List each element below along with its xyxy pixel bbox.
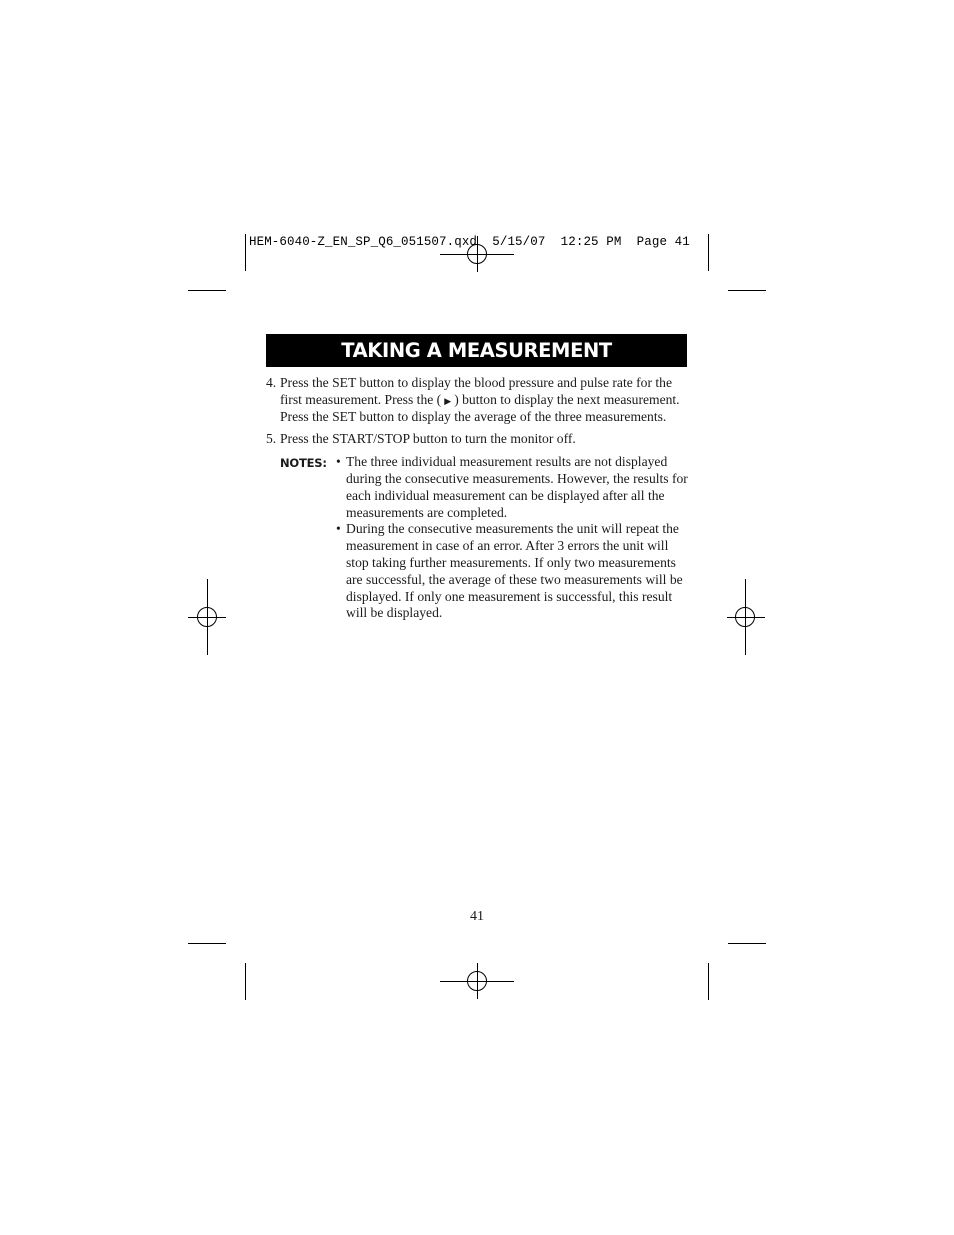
registration-circle-left-icon	[197, 607, 217, 627]
step-4	[266, 375, 688, 425]
crop-mark-top-right-horizontal	[728, 290, 766, 291]
notes-label: NOTES:	[280, 456, 327, 471]
crop-mark-bottom-left-horizontal	[188, 943, 226, 944]
registration-circle-bottom-icon	[467, 971, 487, 991]
right-arrow-button-icon: ▶	[444, 395, 452, 406]
registration-circle-right-icon	[735, 607, 755, 627]
instructions-body	[266, 375, 688, 622]
step-5	[266, 431, 688, 448]
crop-mark-bottom-right-vertical	[708, 963, 709, 1000]
note-item-1	[336, 454, 688, 521]
bullet-icon: •	[336, 521, 341, 537]
note-item-2-text: During the consecutive measurements the unit will repeat the measurement in case of an error. After 3 errors the unit will stop taking further measurements. If only two measurements are successful, the average of these two measurements will be displayed. If only one measurement is successful, this result will be displayed.	[346, 521, 683, 621]
print-slug-line: HEM-6040-Z_EN_SP_Q6_051507.qxd 5/15/07 12:25 PM Page 41	[249, 235, 690, 249]
step-4-text-part-2: ) button to display the next measurement. Press the SET button to display the average of the three measurements.	[280, 391, 680, 424]
notes-section	[266, 454, 688, 622]
note-item-1-text: The three individual measurement results are not displayed during the consecutive measurements. However, the results for each individual measurement can be displayed after all the measurements are completed.	[346, 454, 688, 520]
section-title-bar	[266, 334, 687, 367]
bullet-icon: •	[336, 454, 341, 470]
note-item-2	[336, 521, 688, 622]
step-4-text	[280, 375, 688, 425]
crop-mark-top-right-vertical	[708, 234, 709, 271]
crop-mark-bottom-left-vertical	[245, 963, 246, 1000]
step-4-text-part-1: Press the SET button to display the blood pressure and pulse rate for the first measurement. Press the (	[280, 375, 673, 407]
step-5-number: 5.	[266, 431, 277, 447]
crop-mark-top-left-horizontal	[188, 290, 226, 291]
step-4-number: 4.	[266, 375, 277, 390]
crop-mark-bottom-right-horizontal	[728, 943, 766, 944]
page-number: 41	[470, 909, 484, 924]
section-title: TAKING A MEASUREMENT	[341, 339, 612, 362]
crop-mark-top-left-vertical	[245, 234, 246, 271]
step-5-text: Press the START/STOP button to turn the monitor off.	[280, 431, 576, 447]
notes-list	[336, 454, 688, 622]
